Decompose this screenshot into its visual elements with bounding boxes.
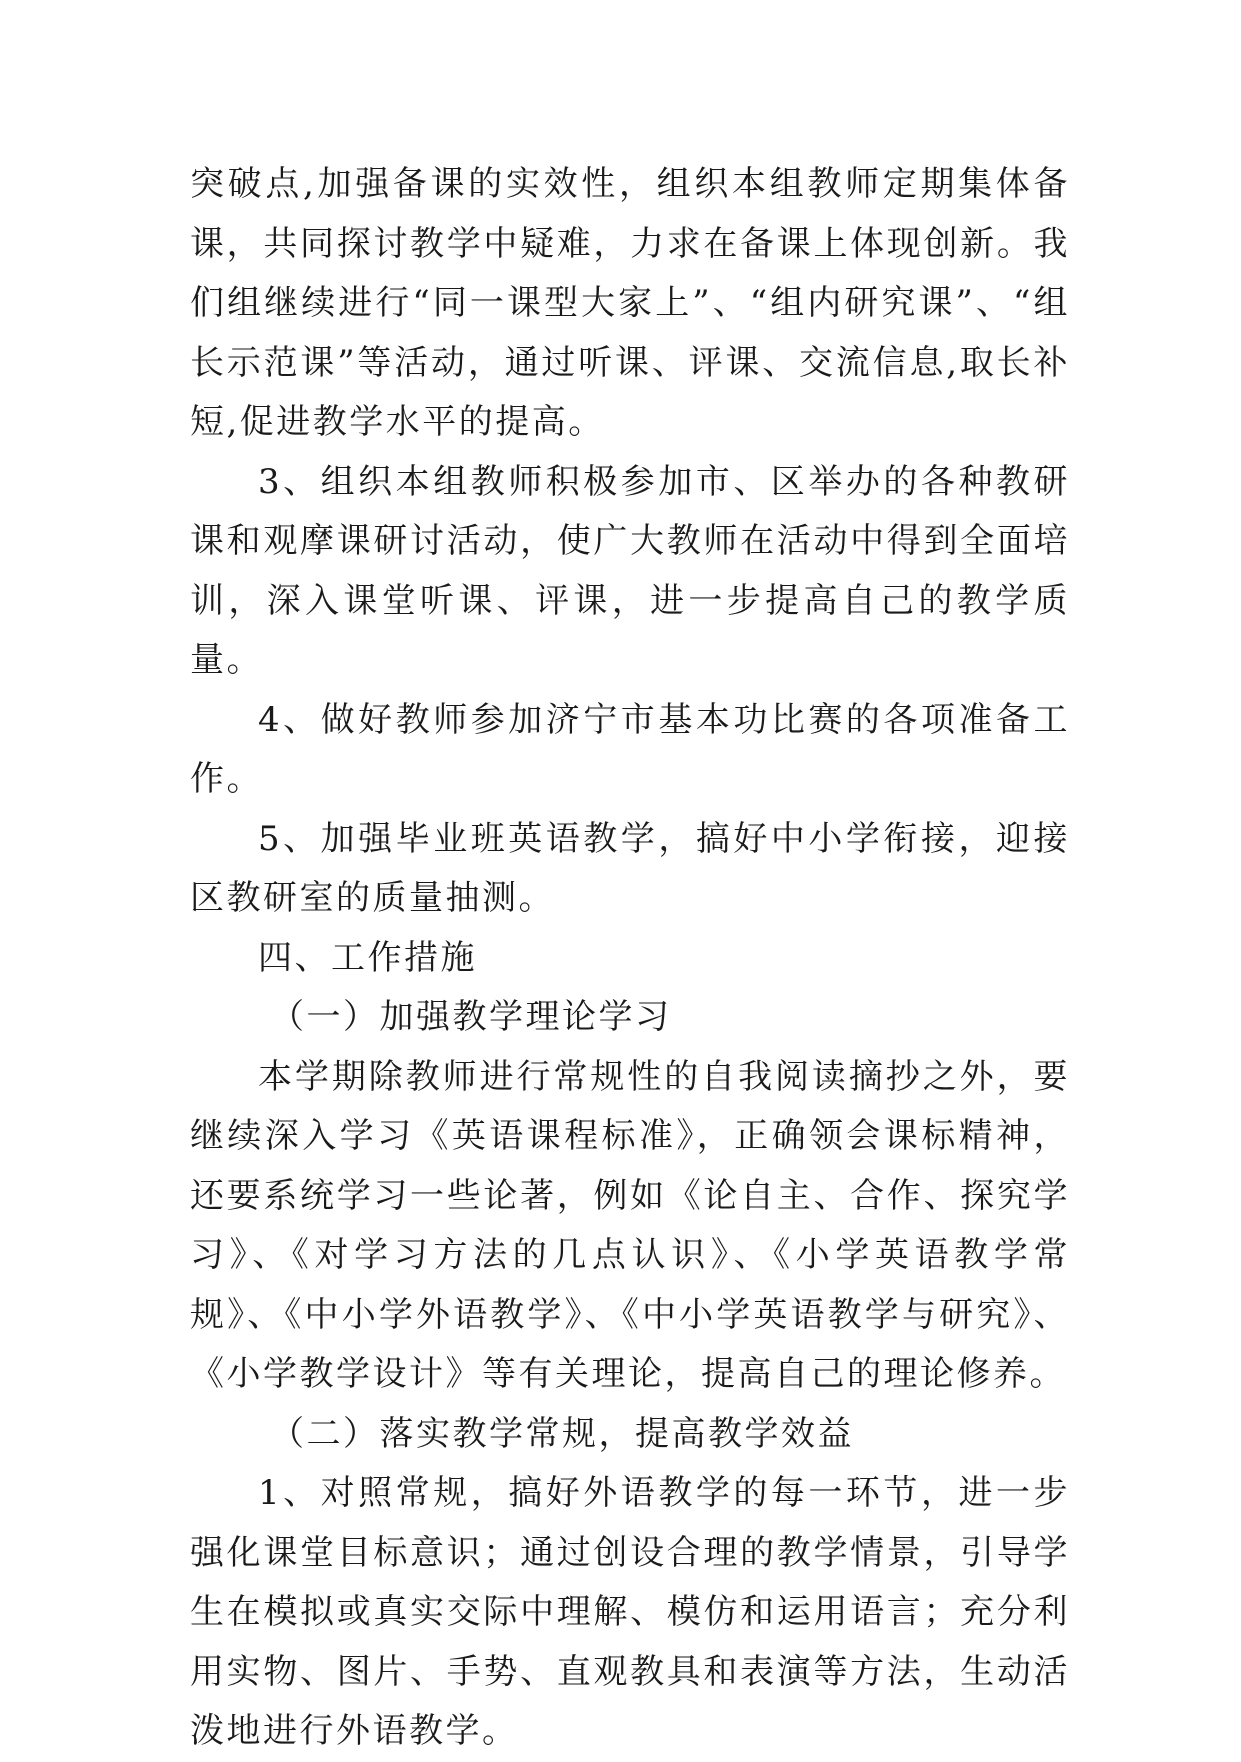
paragraph-item-5: 5、加强毕业班英语教学，搞好中小学衔接，迎接区教研室的质量抽测。	[190, 818, 1070, 918]
document-body	[190, 155, 1070, 1762]
subheading-theory-study: （一）加强教学理论学习	[270, 997, 672, 1037]
paragraph-item-3: 3、组织本组教师积极参加市、区举办的各种教研课和观摩课研讨活动，使广大教师在活动中得到全面培训，深入课堂听课、评课，进一步提高自己的教学质量。	[190, 461, 1070, 680]
section-heading-measures: 四、工作措施	[258, 937, 477, 978]
paragraph-theory-study: 本学期除教师进行常规性的自我阅读摘抄之外，要继续深入学习《英语课程标准》，正确领会课标精神，还要系统学习一些论著，例如《论自主、合作、探究学习》、《对学习方法的几点认识》、《小学英语教学常规》、《中小学外语教学》、《中小学英语教学与研究》、《小学教学设计》等有关理论，提高自己的理论修养。	[190, 1056, 1070, 1394]
subheading-teaching-routine: （二）落实教学常规，提高教学效益	[270, 1413, 854, 1454]
paragraph-continuation: 突破点,加强备课的实效性，组织本组教师定期集体备课，共同探讨教学中疑难，力求在备课上体现创新。我们组继续进行“同一课型大家上”、“组内研究课”、“组长示范课”等活动，通过听课、评课、交流信息,取长补短,促进教学水平的提高。	[190, 164, 1070, 442]
paragraph-item-4: 4、做好教师参加济宁市基本功比赛的各项准备工作。	[190, 699, 1070, 799]
paragraph-routine-1: 1、对照常规，搞好外语教学的每一环节，进一步强化课堂目标意识；通过创设合理的教学情景，引导学生在模拟或真实交际中理解、模仿和运用语言；充分利用实物、图片、手势、直观教具和表演等方法，生动活泼地进行外语教学。	[190, 1473, 1070, 1751]
